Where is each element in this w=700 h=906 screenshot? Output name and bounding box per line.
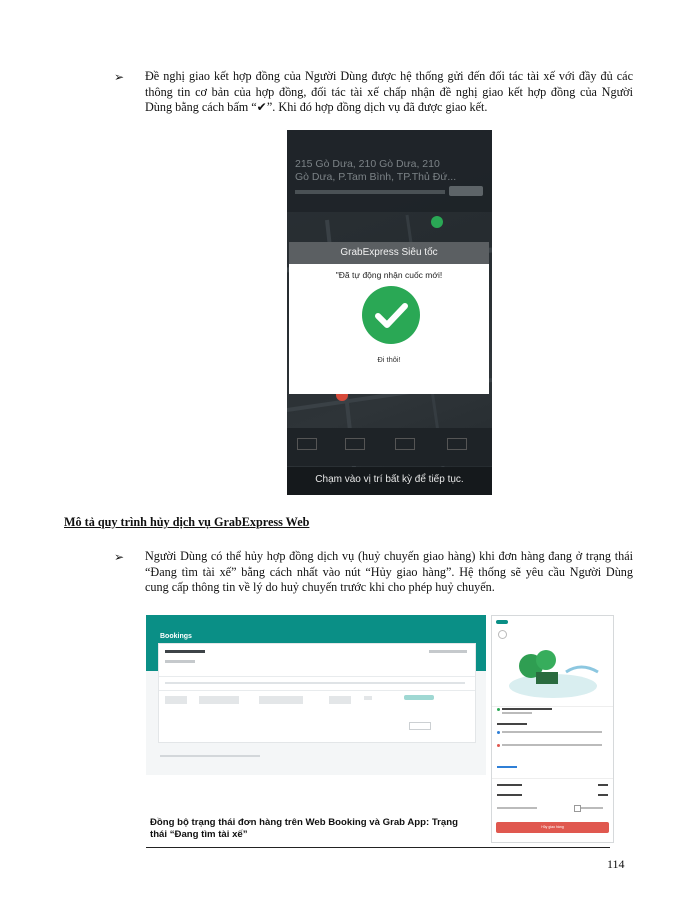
fee-value xyxy=(598,794,608,796)
dropoff-address xyxy=(502,744,602,746)
checkbox[interactable] xyxy=(574,805,581,812)
web-booking-screenshot xyxy=(146,615,486,775)
paragraph-line: “Đang tìm tài xế” bằng cách nhất vào nút “Hủy giao hàng”. Hệ thống sẽ yêu cầu Người Dùng xyxy=(145,564,633,579)
back-icon[interactable] xyxy=(498,630,507,639)
fee-row xyxy=(497,794,522,796)
cancel-paragraph xyxy=(145,549,633,596)
trip-info-card xyxy=(287,130,492,212)
call-icon[interactable] xyxy=(297,438,317,450)
footer-links xyxy=(160,755,260,757)
checkbox-label xyxy=(581,807,603,809)
dialog-title: GrabExpress Siêu tốc xyxy=(289,242,489,264)
status-dot xyxy=(497,708,500,711)
checkmark-icon xyxy=(362,286,420,344)
bullet-arrow: ➢ xyxy=(114,550,125,564)
package-icon[interactable] xyxy=(395,438,415,450)
intro-paragraph xyxy=(145,69,633,116)
section-label xyxy=(497,723,527,725)
cancel-delivery-button[interactable]: Hủy giao hàng xyxy=(496,822,609,833)
payment-row xyxy=(497,807,537,809)
info-chip xyxy=(449,186,483,196)
paragraph-line: thông tin cơ bản của hợp đồng, đối tác tài xế chấp nhận đề nghị giao kết hợp đồng của Người xyxy=(145,84,633,99)
grab-app-screenshot xyxy=(491,615,614,843)
more-icon[interactable] xyxy=(447,438,467,450)
figure-caption: Đồng bộ trạng thái đơn hàng trên Web Booking và Grab App: Trạng thái “Đang tìm tài xế” xyxy=(150,817,458,840)
filter-chip[interactable] xyxy=(165,660,195,663)
table-header xyxy=(165,682,465,684)
card-meta xyxy=(429,650,467,653)
pickup-address xyxy=(502,731,602,733)
chat-icon[interactable] xyxy=(345,438,365,450)
bookings-card xyxy=(158,643,476,743)
section-heading: Mô tả quy trình hủy dịch vụ GrabExpress Web xyxy=(64,515,310,529)
auto-accept-dialog xyxy=(289,242,489,394)
table-cell xyxy=(199,696,239,704)
table-cell xyxy=(329,696,351,704)
delivery-illustration xyxy=(506,642,601,700)
status-subtext xyxy=(502,712,532,714)
status-badge xyxy=(404,695,434,700)
card-heading xyxy=(165,650,205,653)
bullet-arrow: ➢ xyxy=(114,70,125,84)
divider xyxy=(159,690,475,691)
pickup-pin-icon xyxy=(497,731,500,734)
table-cell xyxy=(364,696,372,700)
caption-rule xyxy=(146,847,610,848)
paragraph-line: Người Dùng có thể hủy hợp đồng dịch vụ (huỷ chuyến giao hàng) khi đơn hàng đang ở trạng thái xyxy=(145,549,633,563)
divider xyxy=(159,676,475,677)
dropoff-pin-icon xyxy=(497,744,500,747)
fare-row xyxy=(497,784,522,786)
paragraph-line: cung cấp thông tin về lý do huỷ chuyến trước khi cho phép huỷ chuyến. xyxy=(145,580,495,594)
table-cell xyxy=(259,696,303,704)
driver-app-screenshot xyxy=(287,130,492,495)
status-time xyxy=(496,620,508,624)
pickup-address: 215 Gò Dưa, 210 Gò Dưa, 210 Gò Dưa, P.Tam Bình, TP.Thủ Đứ... xyxy=(295,158,457,183)
paragraph-line: Dùng bằng cách bấm “✔”. Khi đó hợp đồng dịch vụ đã được giao kết. xyxy=(145,100,488,114)
divider xyxy=(492,778,613,779)
fare-value xyxy=(598,784,608,786)
detail-line xyxy=(295,190,445,194)
paragraph-line: Đề nghị giao kết hợp đồng của Người Dùng được hệ thống gửi đến đối tác tài xế với đầy đủ các xyxy=(145,69,633,83)
page-number: 114 xyxy=(607,857,625,871)
go-button[interactable]: Đi thôi! xyxy=(377,355,401,364)
action-row xyxy=(287,428,492,466)
details-link[interactable] xyxy=(497,766,517,768)
pagination[interactable] xyxy=(409,722,431,730)
table-cell xyxy=(165,696,187,704)
status-text xyxy=(502,708,552,710)
tap-to-continue-hint[interactable]: Chạm vào vị trí bất kỳ để tiếp tục. xyxy=(287,467,492,495)
dialog-message: "Đã tự động nhận cuốc mới! xyxy=(335,270,443,280)
bookings-title: Bookings xyxy=(160,633,192,640)
divider xyxy=(492,706,613,707)
